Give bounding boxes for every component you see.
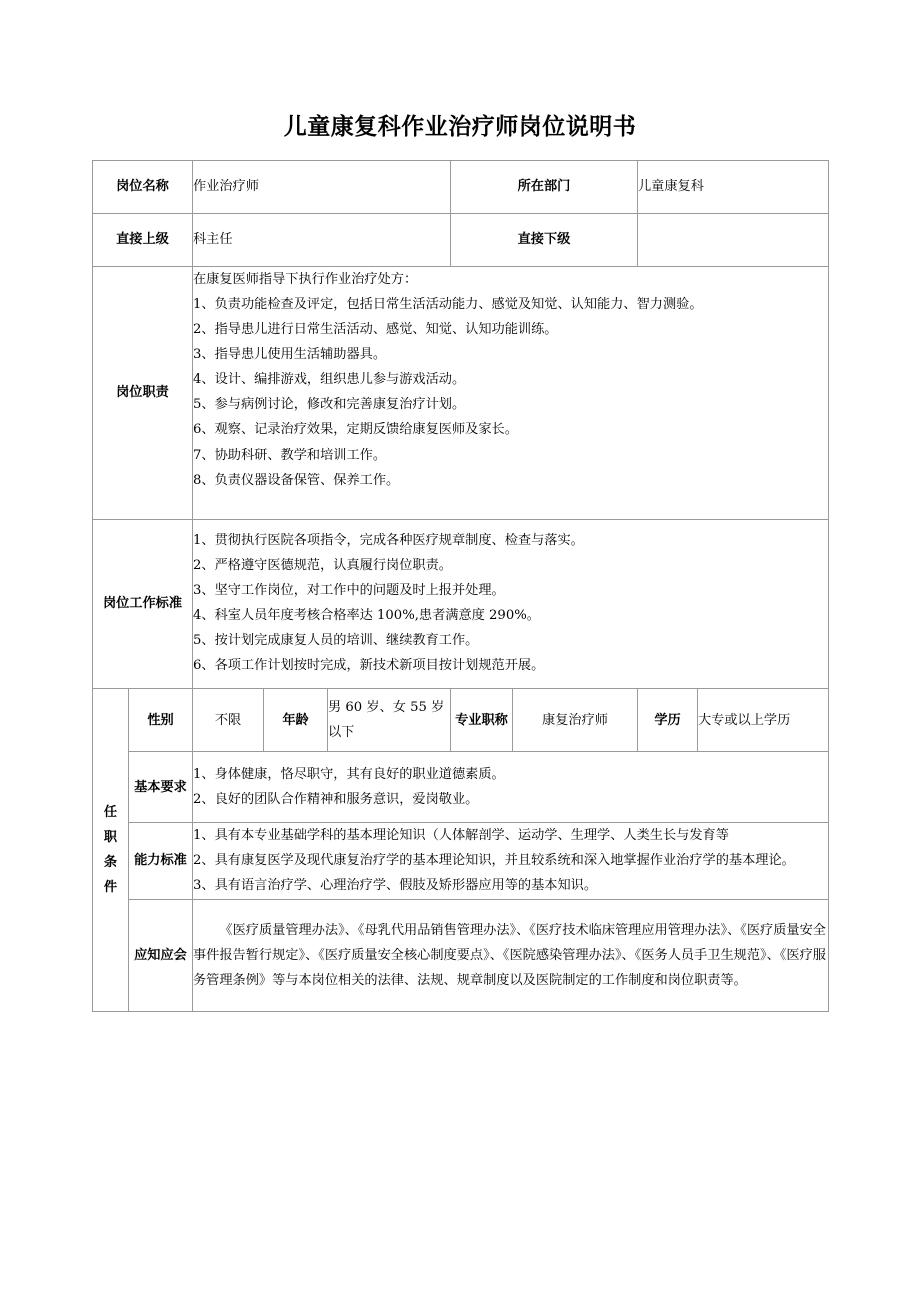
- education-label: 学历: [638, 689, 698, 752]
- work-standards-label: 岗位工作标准: [93, 519, 193, 688]
- job-name-value: 作业治疗师: [193, 161, 451, 214]
- duties-content: [193, 267, 829, 520]
- department-value: 儿童康复科: [638, 161, 829, 214]
- ability-standard-item: 1、具有本专业基础学科的基本理论知识（人体解剖学、运动学、生理学、人类生长与发育等: [193, 828, 729, 844]
- qualifications-label: [93, 689, 129, 1012]
- professional-title-label: 专业职称: [451, 689, 513, 752]
- ability-standard-item: 2、具有康复医学及现代康复治疗学的基本理论知识，并且较系统和深入地掌握作业治疗学的基本理论。: [193, 853, 795, 869]
- age-label: 年龄: [264, 689, 328, 752]
- duties-intro: 在康复医师指导下执行作业治疗处方：: [193, 272, 418, 287]
- job-description-table: [92, 160, 829, 1012]
- required-knowledge-text: 《医疗质量管理办法》、《母乳代用品销售管理办法》、《医疗技术临床管理应用管理办法》、《医疗质量安全事件报告暂行规定》、《医疗质量安全核心制度要点》、《医院感染管理办法》、《医务人员手卫生规范》、《医疗服务管理条例》等与本岗位相关的法律、法规、规章制度以及医院制定的工作制度和岗位职责等。: [193, 922, 826, 988]
- work-standard-item: 2、严格遵守医德规范，认真履行岗位职责。: [193, 557, 452, 573]
- work-standards-content: [193, 519, 829, 688]
- qualifications-label-char: 职: [103, 829, 118, 845]
- work-standard-item: 5、按计划完成康复人员的培训、继续教育工作。: [193, 633, 479, 649]
- required-knowledge-label: 应知应会: [129, 899, 193, 1011]
- qualifications-label-char: 任: [103, 804, 118, 820]
- basic-requirements-content: [193, 752, 829, 823]
- qualifications-label-char: 件: [103, 880, 118, 896]
- table-row-ability-standards: [93, 823, 829, 899]
- basic-requirements-label: 基本要求: [129, 752, 193, 823]
- professional-title-value: 康复治疗师: [513, 689, 638, 752]
- basic-requirement-item: 2、良好的团队合作精神和服务意识，爱岗敬业。: [193, 792, 479, 808]
- required-knowledge-content: [193, 899, 829, 1011]
- duties-item: 5、参与病例讨论，修改和完善康复治疗计划。: [193, 397, 466, 413]
- table-row-qualification-attributes: [93, 689, 829, 752]
- work-standard-item: 6、各项工作计划按时完成，新技术新项目按计划规范开展。: [193, 658, 545, 674]
- duties-item: 1、负责功能检查及评定，包括日常生活活动能力、感觉及知觉、认知能力、智力测验。: [193, 297, 703, 313]
- duties-label: 岗位职责: [93, 267, 193, 520]
- basic-requirement-item: 1、身体健康，恪尽职守，其有良好的职业道德素质。: [193, 767, 505, 783]
- ability-standards-label: 能力标准: [129, 823, 193, 899]
- ability-standards-content: [193, 823, 829, 899]
- table-row-job-name: [93, 161, 829, 214]
- duties-item: 4、设计、编排游戏，组织患儿参与游戏活动。: [193, 372, 466, 388]
- duties-item: 6、观察、记录治疗效果，定期反馈给康复医师及家长。: [193, 422, 518, 438]
- superior-value: 科主任: [193, 214, 451, 267]
- duties-item: 8、负责仪器设备保管、保养工作。: [193, 472, 400, 488]
- age-value: 男 60 岁、女 55 岁以下: [328, 689, 451, 752]
- department-label: 所在部门: [451, 161, 638, 214]
- subordinate-label: 直接下级: [451, 214, 638, 267]
- gender-value: 不限: [193, 689, 264, 752]
- work-standard-item: 4、科室人员年度考核合格率达 100%,患者满意度 290%。: [193, 607, 540, 623]
- superior-label: 直接上级: [93, 214, 193, 267]
- table-row-basic-requirements: [93, 752, 829, 823]
- duties-item: 3、指导患儿使用生活辅助器具。: [193, 347, 387, 363]
- table-row-duties: [93, 267, 829, 520]
- work-standard-item: 3、坚守工作岗位，对工作中的问题及时上报并处理。: [193, 582, 505, 598]
- education-value: 大专或以上学历: [698, 689, 829, 752]
- page-title: 儿童康复科作业治疗师岗位说明书: [283, 113, 637, 140]
- job-name-label: 岗位名称: [93, 161, 193, 214]
- table-row-superior: [93, 214, 829, 267]
- duties-item: 7、协助科研、教学和培训工作。: [193, 447, 387, 463]
- subordinate-value: [638, 214, 829, 267]
- gender-label: 性别: [129, 689, 193, 752]
- table-row-required-knowledge: [93, 899, 829, 1011]
- qualifications-label-char: 条: [103, 854, 118, 870]
- work-standard-item: 1、贯彻执行医院各项指令，完成各种医疗规章制度、检查与落实。: [193, 532, 584, 548]
- duties-item: 2、指导患儿进行日常生活活动、感觉、知觉、认知功能训练。: [193, 322, 558, 338]
- table-row-work-standards: [93, 519, 829, 688]
- ability-standard-item: 3、具有语言治疗学、心理治疗学、假肢及矫形器应用等的基本知识。: [193, 878, 598, 894]
